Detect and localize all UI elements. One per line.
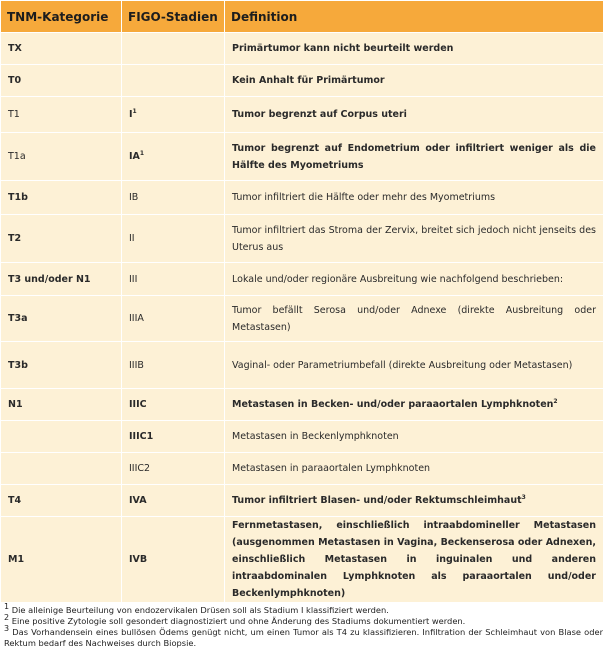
table-row <box>1 133 603 181</box>
cell-definition-text: Fernmetastasen, einschließlich intraabdomineller Metastasen (ausgenommen Metastasen in Vagina, Beckenserosa oder Adnexen, einschließlich Metastasen in inguinalen und anderen intraabdominalen Lymphknoten als paraaortalen und/oder Beckenlymphknoten) <box>232 520 596 599</box>
cell-tnm <box>1 296 122 342</box>
footnote-number: 3 <box>4 624 10 634</box>
table-row <box>1 181 603 215</box>
table-row <box>1 342 603 389</box>
cell-figo <box>122 342 225 389</box>
cell-definition-text: Lokale und/oder regionäre Ausbreitung wie nachfolgend beschrieben: <box>232 273 564 285</box>
cell-figo <box>122 215 225 263</box>
cell-tnm <box>1 421 122 453</box>
table-header-row <box>1 1 603 33</box>
cell-tnm <box>1 181 122 215</box>
cell-tnm <box>1 33 122 65</box>
cell-definition <box>225 133 603 181</box>
table-row <box>1 453 603 485</box>
cell-figo-text: II <box>129 233 135 244</box>
header-definition: Definition <box>225 1 603 33</box>
cell-definition-text: Tumor begrenzt auf Corpus uteri <box>232 109 407 120</box>
cell-definition <box>225 342 603 389</box>
cell-definition <box>225 65 603 97</box>
cell-tnm <box>1 263 122 296</box>
cell-figo-text: IIIC <box>129 399 147 410</box>
cell-figo <box>122 296 225 342</box>
table-row <box>1 485 603 517</box>
cell-definition-text: Metastasen in paraaortalen Lymphknoten <box>232 463 431 474</box>
footnote-ref: 3 <box>521 493 526 501</box>
cell-definition <box>225 97 603 133</box>
cell-tnm-text: T2 <box>8 233 22 244</box>
cell-tnm-text: T3 und/oder N1 <box>8 273 91 285</box>
cell-figo-text: IVA <box>129 495 147 506</box>
cell-definition <box>225 181 603 215</box>
footnote-text: Eine positive Zytologie soll gesondert diagnostiziert und ohne Änderung des Stadiums dokumentiert werden. <box>11 616 466 626</box>
cell-figo <box>122 453 225 485</box>
table-row <box>1 517 603 603</box>
cell-tnm-text: T3a <box>8 313 28 324</box>
cell-tnm-text: T3b <box>8 359 28 371</box>
footnote-ref: 1 <box>132 107 137 115</box>
cell-tnm <box>1 65 122 97</box>
cell-definition-text: Tumor begrenzt auf Endometrium oder infiltriert weniger als die Hälfte des Myometriums <box>232 142 596 171</box>
table-row <box>1 65 603 97</box>
cell-definition <box>225 517 603 603</box>
cell-tnm <box>1 97 122 133</box>
table-row <box>1 97 603 133</box>
cell-figo <box>122 181 225 215</box>
table-row <box>1 421 603 453</box>
cell-definition <box>225 421 603 453</box>
cell-tnm-text: M1 <box>8 554 25 565</box>
cell-figo-text: IB <box>129 192 139 203</box>
cell-figo-text: IIIA <box>129 313 144 324</box>
header-figo: FIGO-Stadien <box>122 1 225 33</box>
cell-figo-text: IIIC2 <box>129 463 151 474</box>
cell-figo <box>122 97 225 133</box>
cell-figo <box>122 263 225 296</box>
cell-tnm-text: T1 <box>8 109 20 120</box>
cell-definition-text: Metastasen in Becken- und/oder paraaortalen Lymphknoten <box>232 399 554 410</box>
footnote-2 <box>4 613 603 627</box>
cell-figo <box>122 133 225 181</box>
footnote-number: 1 <box>4 602 10 612</box>
cell-tnm <box>1 342 122 389</box>
cell-figo-text: IA <box>129 151 140 162</box>
footnotes <box>0 603 603 649</box>
table-row <box>1 389 603 421</box>
cell-tnm-text: T1a <box>8 151 26 162</box>
cell-figo-text: IVB <box>129 554 148 565</box>
footnote-number: 2 <box>4 613 10 623</box>
cell-tnm-text: T4 <box>8 495 22 506</box>
cell-tnm-text: N1 <box>8 399 23 410</box>
cell-definition <box>225 263 603 296</box>
cell-figo <box>122 421 225 453</box>
cell-tnm <box>1 389 122 421</box>
cell-tnm <box>1 517 122 603</box>
footnote-text: Die alleinige Beurteilung von endozervikalen Drüsen soll als Stadium I klassifiziert werden. <box>11 605 389 615</box>
cell-figo-text: IIIB <box>129 359 144 371</box>
cell-figo <box>122 485 225 517</box>
table-row <box>1 215 603 263</box>
footnote-text: Das Vorhandensein eines bullösen Ödems genügt nicht, um einen Tumor als T4 zu klassifizieren. Infiltration der Schleimhaut von Blase oder Rektum bedarf des Nachweises durch Biopsie. <box>4 627 603 648</box>
table-row <box>1 33 603 65</box>
cell-definition-text: Primärtumor kann nicht beurteilt werden <box>232 43 454 54</box>
cell-figo-text: III <box>129 273 138 285</box>
table-body <box>1 33 603 603</box>
table-row <box>1 263 603 296</box>
cell-definition-text: Tumor befällt Serosa und/oder Adnexe (direkte Ausbreitung oder Metastasen) <box>232 304 596 333</box>
cell-definition-text: Tumor infiltriert das Stroma der Zervix, breitet sich jedoch nicht jenseits des Uterus aus <box>232 224 596 253</box>
cell-definition <box>225 485 603 517</box>
table-row <box>1 296 603 342</box>
cell-definition-text: Vaginal- oder Parametriumbefall (direkte Ausbreitung oder Metastasen) <box>232 359 573 371</box>
footnote-ref: 1 <box>139 149 145 157</box>
cell-tnm <box>1 453 122 485</box>
cell-tnm-text: TX <box>8 43 22 54</box>
cell-definition-text: Tumor infiltriert die Hälfte oder mehr des Myometriums <box>232 192 496 203</box>
cell-definition <box>225 296 603 342</box>
footnote-3 <box>4 624 603 649</box>
cell-definition-text: Tumor infiltriert Blasen- und/oder Rektumschleimhaut <box>232 495 522 506</box>
footnote-ref: 2 <box>553 397 558 405</box>
cell-figo <box>122 33 225 65</box>
cell-definition-text: Metastasen in Beckenlymphknoten <box>232 431 399 442</box>
cell-definition <box>225 453 603 485</box>
cell-definition <box>225 389 603 421</box>
cell-tnm <box>1 485 122 517</box>
cell-figo <box>122 517 225 603</box>
cell-figo-text: IIIC1 <box>129 431 154 442</box>
cell-definition-text: Kein Anhalt für Primärtumor <box>232 75 385 86</box>
cell-figo-text: I <box>129 109 133 120</box>
cell-figo <box>122 389 225 421</box>
cell-figo <box>122 65 225 97</box>
cell-tnm <box>1 215 122 263</box>
cell-tnm <box>1 133 122 181</box>
footnote-1 <box>4 602 603 616</box>
cell-tnm-text: T1b <box>8 192 28 203</box>
header-tnm: TNM-Kategorie <box>1 1 122 33</box>
cell-definition <box>225 215 603 263</box>
cell-tnm-text: T0 <box>8 75 22 86</box>
cell-definition <box>225 33 603 65</box>
